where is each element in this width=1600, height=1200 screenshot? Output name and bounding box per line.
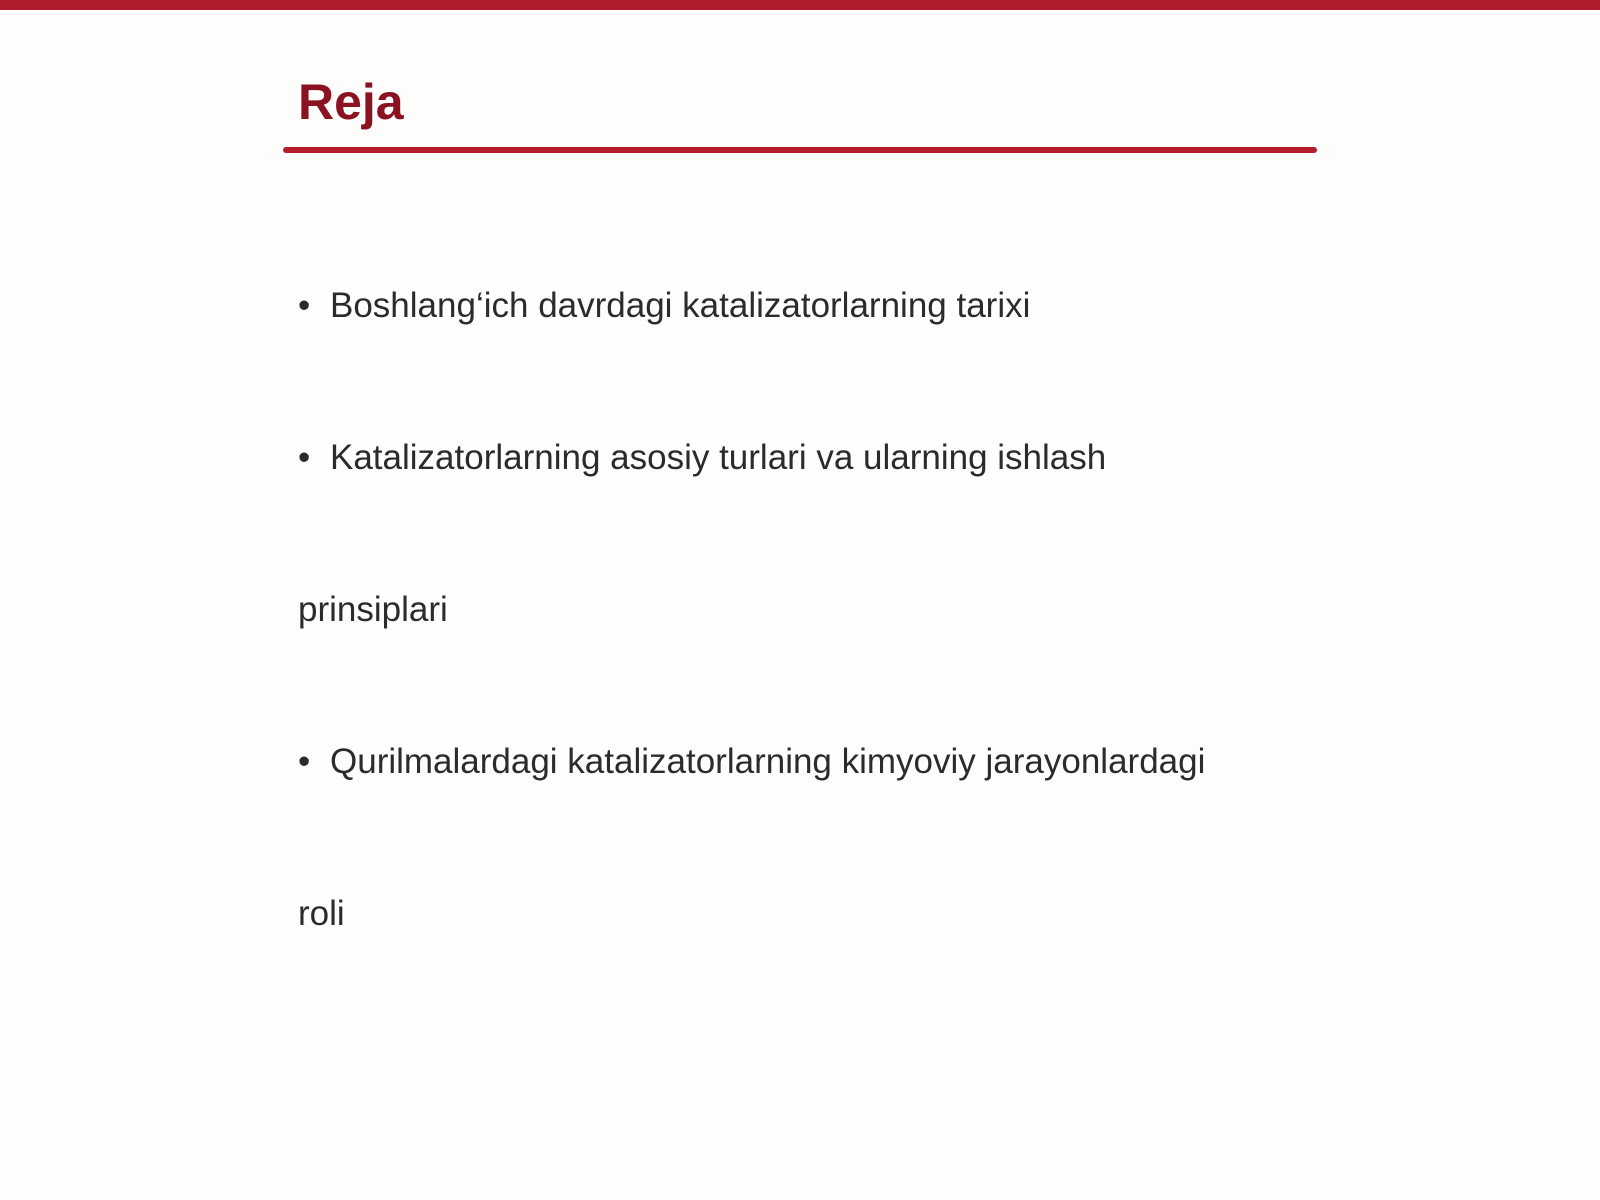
slide-title: Reja bbox=[298, 74, 404, 130]
list-item-text: Qurilmalardagi katalizatorlarning kimyoviy jarayonlardagi bbox=[330, 742, 1206, 781]
list-item-continuation bbox=[298, 892, 345, 936]
bullet-icon: • bbox=[298, 742, 311, 781]
list-item bbox=[298, 284, 1030, 328]
list-item-text: roli bbox=[298, 894, 345, 933]
list-item bbox=[298, 436, 1106, 480]
title-underline bbox=[283, 147, 1317, 153]
list-item-text: Boshlang‘ich davrdagi katalizatorlarning tarixi bbox=[330, 286, 1031, 325]
bullet-icon: • bbox=[298, 438, 311, 477]
bullet-icon: • bbox=[298, 286, 311, 325]
list-item-text: Katalizatorlarning asosiy turlari va ularning ishlash bbox=[330, 438, 1107, 477]
list-item-text: prinsiplari bbox=[298, 590, 448, 629]
list-item-continuation bbox=[298, 588, 448, 632]
list-item bbox=[298, 740, 1205, 784]
